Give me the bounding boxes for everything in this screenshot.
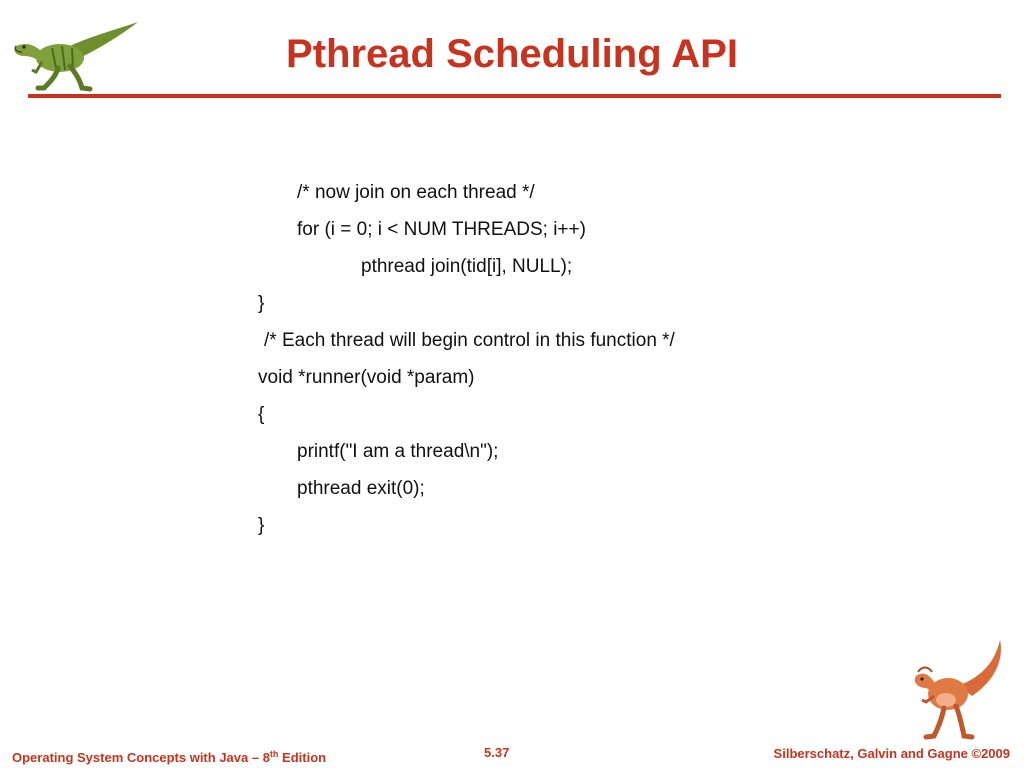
orange-dinosaur-icon — [908, 636, 1008, 742]
footer-authors: Silberschatz, Galvin and Gagne ©2009 — [773, 746, 1010, 761]
code-line: { — [258, 404, 265, 425]
page-number: 5.37 — [484, 745, 510, 760]
code-line: /* now join on each thread */ — [297, 182, 535, 203]
footer-book-title: Operating System Concepts with Java – 8th Edition — [12, 749, 327, 765]
code-line: } — [258, 293, 265, 314]
code-line: for (i = 0; i < NUM THREADS; i++) — [297, 219, 586, 240]
code-line: /* Each thread will begin control in this function */ — [264, 330, 675, 351]
code-line: } — [258, 515, 265, 536]
code-line: pthread join(tid[i], NULL); — [361, 256, 573, 277]
code-line: pthread exit(0); — [297, 478, 425, 499]
slide-title: Pthread Scheduling API — [286, 32, 738, 76]
code-line: printf("I am a thread\n"); — [297, 441, 499, 462]
code-line: void *runner(void *param) — [258, 367, 475, 388]
